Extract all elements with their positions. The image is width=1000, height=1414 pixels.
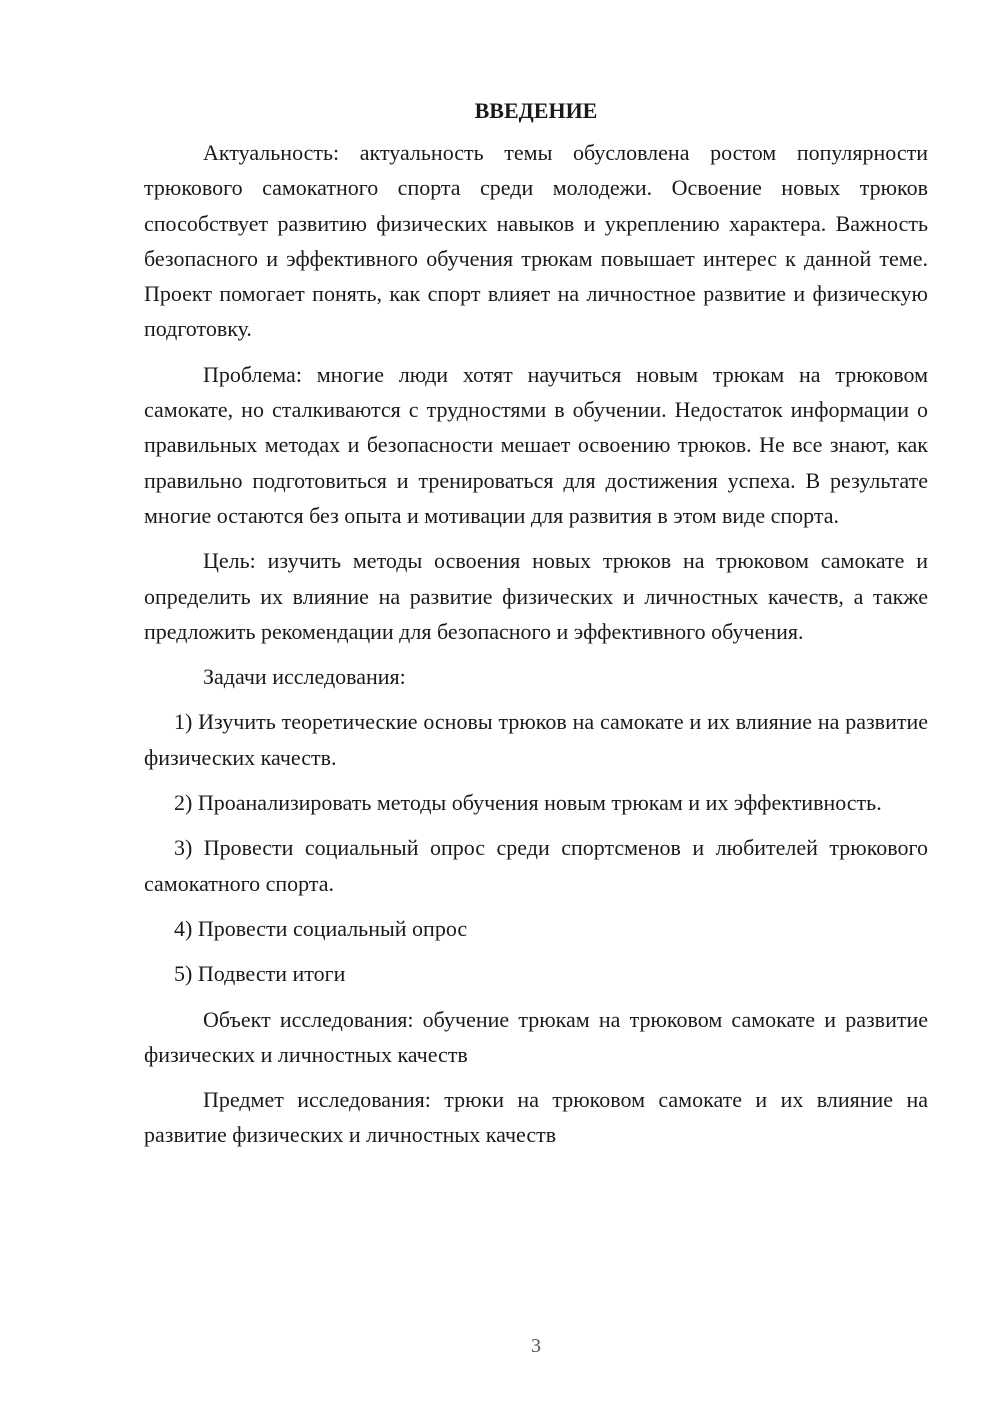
problem-paragraph: Проблема: многие люди хотят научиться новым трюкам на трюковом самокате, но сталкиваются с трудностями в обучении. Недостаток информации о правильных методах и безопасности мешает освоению трюков. Не все знают, как правильно подготовиться и тренироваться для достижения успеха. В результате многие остаются без опыта и мотивации для развития в этом виде спорта. [144, 361, 928, 528]
relevance-paragraph: Актуальность: актуальность темы обусловлена ростом популярности трюкового самокатного спорта среди молодежи. Освоение новых трюков способствует развитию физических навыков и укреплению характера. Важность безопасного и эффективного обучения трюкам повышает интерес к данной теме. Проект помогает понять, как спорт влияет на личностное развитие и физическую подготовку. [144, 140, 928, 342]
object-paragraph: Объект исследования: обучение трюкам на трюковом самокате и развитие физических и личностных качеств [144, 1006, 928, 1067]
section-title: ВВЕДЕНИЕ [474, 98, 598, 123]
tasks-heading: Задачи исследования: [203, 664, 406, 690]
task-item-1: 1) Изучить теоретические основы трюков на самокате и их влияние на развитие физических качеств. [144, 709, 928, 770]
task-item-3: 3) Провести социальный опрос среди спортсменов и любителей трюкового самокатного спорта. [144, 835, 928, 896]
goal-paragraph: Цель: изучить методы освоения новых трюков на трюковом самокате и определить их влияние на развитие физических и личностных качеств, а также предложить рекомендации для безопасного и эффективного обучения. [144, 548, 928, 644]
task-item-4: 4) Провести социальный опрос [174, 915, 468, 941]
task-item-2: 2) Проанализировать методы обучения новым трюкам и их эффективность. [174, 790, 882, 816]
subject-paragraph: Предмет исследования: трюки на трюковом самокате и их влияние на развитие физических и личностных качеств [144, 1087, 928, 1148]
task-item-5: 5) Подвести итоги [174, 961, 346, 987]
page-content [144, 95, 928, 1153]
page-number: 3 [531, 1335, 541, 1357]
